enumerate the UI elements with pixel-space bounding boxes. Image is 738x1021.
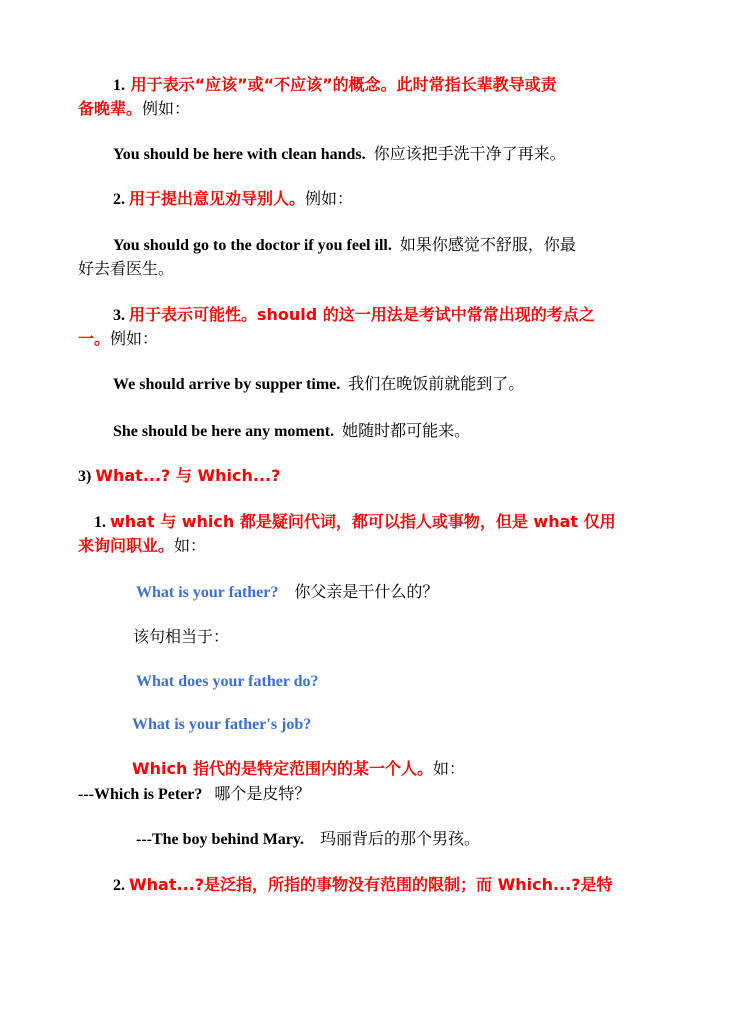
example-clean-hands: You should be here with clean hands. 你应该把手洗干净了再来。 (113, 144, 566, 163)
point-3-line-2: 一。例如： (78, 329, 159, 348)
example-what-does-father-do: What does your father do? (136, 673, 319, 690)
example-supper: We should arrive by supper time. 我们在晚饭前就能到了。 (113, 374, 525, 393)
which-explanation: Which 指代的是特定范围内的某一个人。如： (132, 759, 465, 778)
equivalent-note: 该句相当于： (133, 627, 230, 646)
point-1-line-1: 1. 用于表示“应该”或“不应该”的概念。此时常指长辈教导或责 (113, 75, 557, 94)
what-which-point-2-line-1: 2. What...?是泛指，所指的事物没有范围的限制；而 Which...?是特 (113, 875, 613, 894)
example-which-is-peter: ---Which is Peter? 哪个是皮特？ (78, 784, 311, 803)
point-3-line-1: 3. 用于表示可能性。should 的这一用法是考试中常常出现的考点之 (113, 305, 595, 324)
example-any-moment: She should be here any moment. 她随时都可能来。 (113, 421, 471, 440)
example-what-is-your-father: What is your father? 你父亲是干什么的？ (136, 582, 439, 601)
what-which-point-1-line-1: 1. what 与 which 都是疑问代词，都可以指人或事物，但是 what 仅用 (94, 512, 616, 531)
point-1-line-2: 备晚辈。例如： (78, 99, 191, 118)
example-father-job: What is your father's job? (132, 716, 312, 733)
example-doctor-line-2: 好去看医生。 (78, 259, 175, 278)
section-heading-what-which: 3) What...? 与 Which...? (78, 466, 281, 485)
point-2-line: 2. 用于提出意见劝导别人。例如： (113, 189, 354, 208)
what-which-point-1-line-2: 来询问职业。如： (78, 536, 207, 555)
example-boy-behind-mary: ---The boy behind Mary. 玛丽背后的那个男孩。 (136, 829, 481, 848)
example-doctor-line-1: You should go to the doctor if you feel ill. 如果你感觉不舒服，你最 (113, 235, 576, 254)
